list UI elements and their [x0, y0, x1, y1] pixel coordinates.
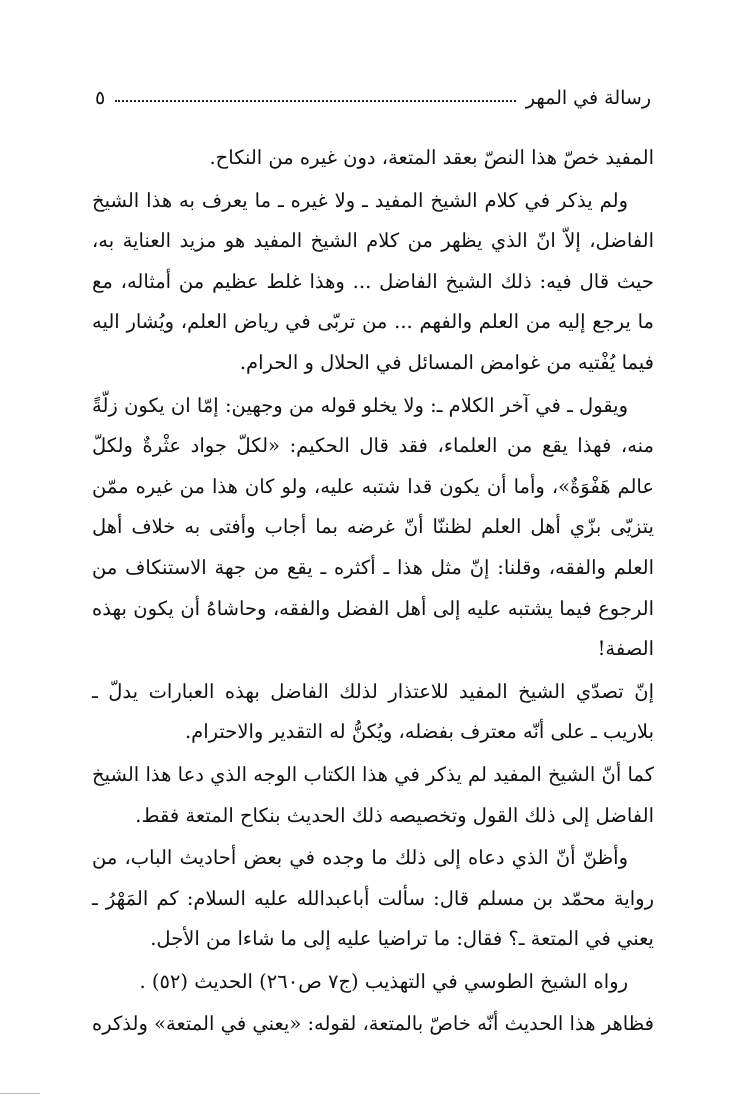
paragraph-8: فظاهر هذا الحديث أنّه خاصّ بالمتعة، لقوله: «يعني في المتعة» ولذكره — [92, 1012, 654, 1036]
header-dot-leader — [115, 100, 516, 102]
paragraph-5: كما أنّ الشيخ المفيد لم يذكر في هذا الكتاب الوجه الذي دعا هذا الشيخ الفاضل إلى ذلك القول وتخصيصه ذلك الحديث بنكاح المتعة فقط. — [92, 762, 654, 827]
page-header — [95, 84, 651, 112]
running-title: رسالة في المهر — [525, 87, 651, 109]
paragraph-3: ويقول ـ في آخر الكلام ـ: ولا يخلو قوله من وجهين: إمّا ان يكون زلّةً منه، فهذا يقع من العلماء، فقد قال الحكيم: «لكلّ جواد عثْرةٌ ولكلّ عالم هَفْوَةٌ»، وأما أن يكون قدا شتبه عليه، ولو كان هذا من غيره ممّن يتزيّى بزّي أهل العلم لظننّا أنّ غرضه بما أجاب وأفتى به خلاف أهل العلم والفقه، وقلنا: إنّ مثل هذا ـ أكثره ـ يقع من جهة الاستنكاف من الرجوع فيما يشتبه عليه إلى أهل الفضل والفقه، وحاشاهُ أن يكون بهذه الصفة! — [92, 393, 654, 661]
paragraph-4: إنّ تصدّي الشيخ المفيد للاعتذار لذلك الفاضل بهذه العبارات يدلّ ـ بلاريب ـ على أنّه معترف بفضله، ويُكنُّ له التقدير والاحترام. — [92, 679, 654, 744]
paragraph-2: ولم يذكر في كلام الشيخ المفيد ـ ولا غيره ـ ما يعرف به هذا الشيخ الفاضل، إلاّ انّ الذي يظهر من كلام الشيخ المفيد هو مزيد العناية به، حيث قال فيه: ذلك الشيخ الفاضل ... وهذا غلط عظيم من أمثاله، مع ما يرجع إليه من العلم والفهم ... من تربّى في رياض العلم، ويُشار اليه فيما يُفْتيه من غوامض المسائل في الحلال و الحرام. — [92, 188, 654, 374]
body-text — [92, 138, 654, 1045]
page-number: ٥ — [95, 87, 106, 109]
paragraph-7: رواه الشيخ الطوسي في التهذيب (ج٧ ص٢٦٠) الحديث (٥٢) . — [139, 969, 628, 993]
paragraph-6: وأظنّ أنّ الذي دعاه إلى ذلك ما وجده في بعض أحاديث الباب، من رواية محمّد بن مسلم قال: سألت أباعبدالله عليه السلام: كم المَهْرُ ـ يعني في المتعة ـ؟ فقال: ما تراضيا عليه إلى ما شاءا من الأجل. — [92, 846, 654, 951]
paragraph-1: المفيد خصّ هذا النصّ بعقد المتعة، دون غيره من النكاح. — [209, 146, 654, 169]
bottom-edge-rule — [0, 1093, 40, 1094]
